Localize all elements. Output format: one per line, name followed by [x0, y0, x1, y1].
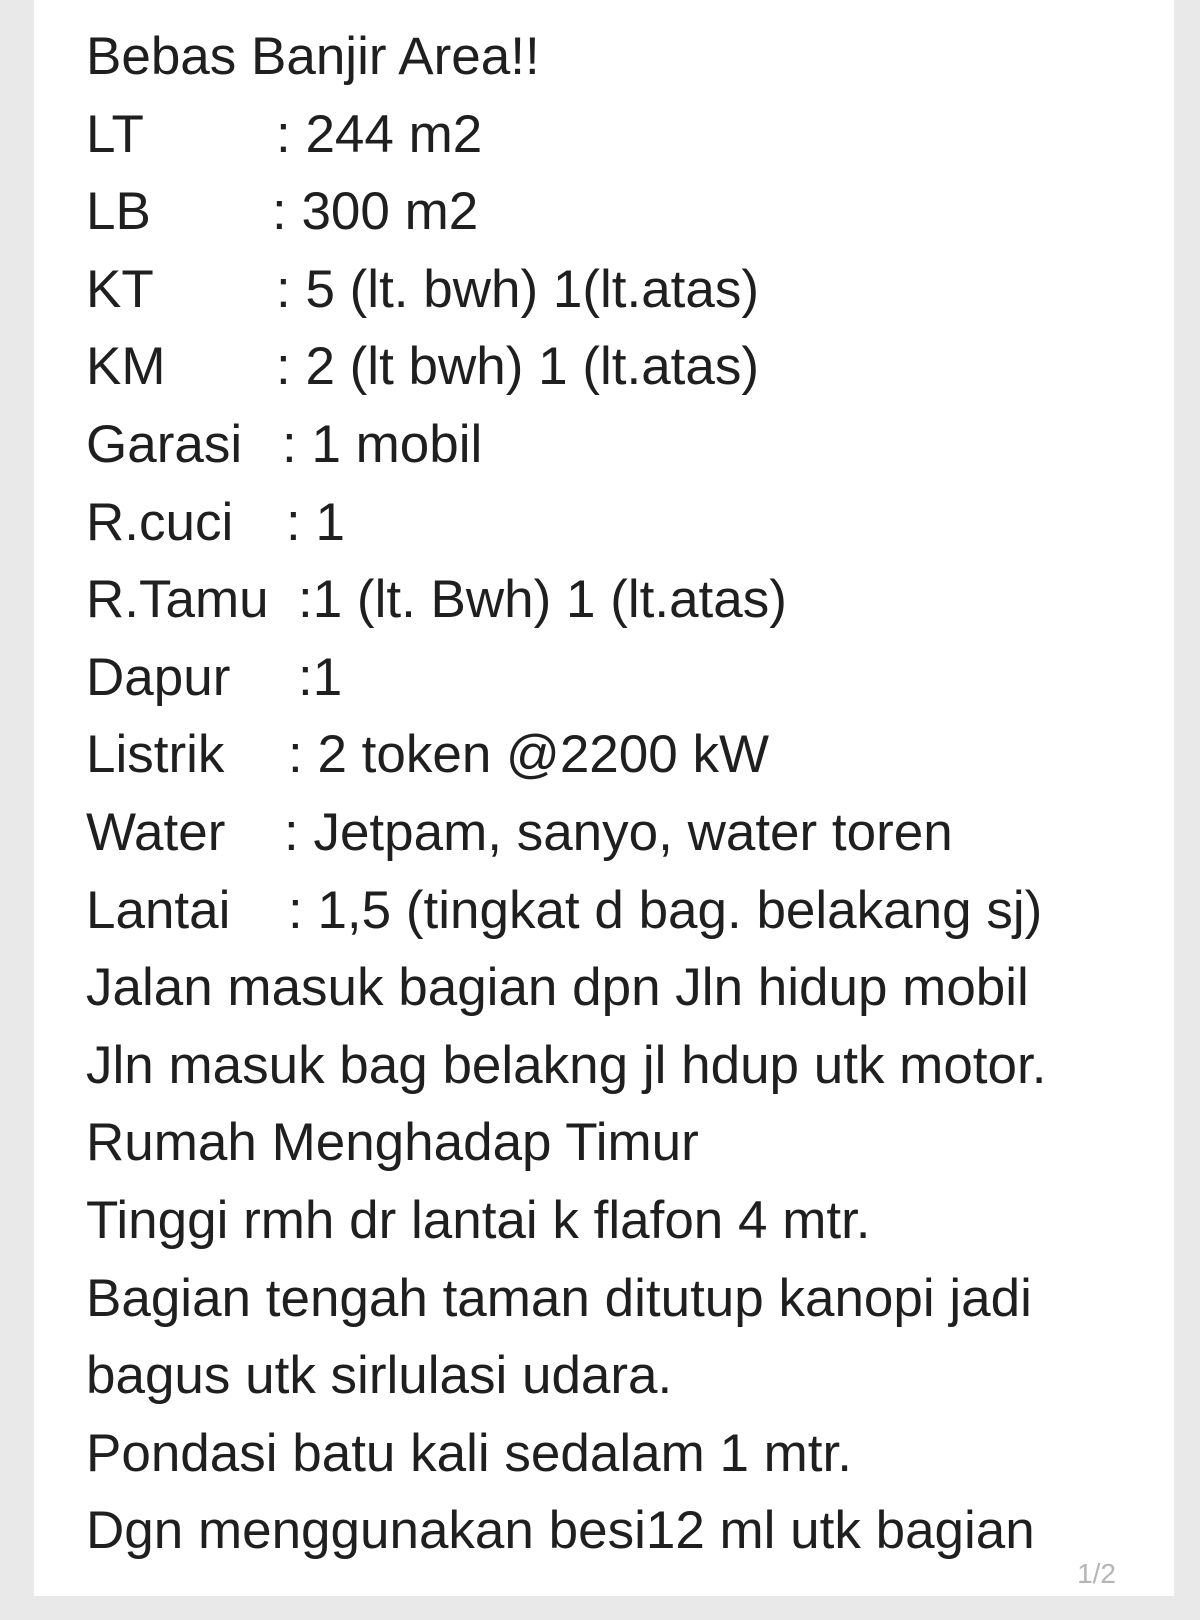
spec-value: : 244 m2	[276, 104, 483, 164]
spec-label: KM	[86, 337, 166, 397]
spec-label: Listrik	[86, 725, 225, 785]
spec-value: : Jetpam, sanyo, water toren	[284, 802, 953, 862]
note-line: Jln masuk bag belakng jl hdup utk motor.	[86, 1035, 1047, 1095]
spec-value: :1 (lt. Bwh) 1 (lt.atas)	[298, 570, 787, 630]
page-indicator: 1/2	[1077, 1558, 1116, 1589]
spec-value: : 1	[286, 492, 345, 552]
note-line: Rumah Menghadap Timur	[86, 1113, 699, 1173]
spec-value: : 300 m2	[272, 182, 479, 242]
note-line: Bagian tengah taman ditutup kanopi jadi	[86, 1268, 1032, 1328]
spec-row-kt	[86, 251, 1166, 329]
spec-row-listrik	[86, 716, 1166, 794]
spec-label: Garasi	[86, 414, 243, 474]
spec-row-rcuci	[86, 484, 1166, 562]
spec-row-lb	[86, 173, 1166, 251]
spec-row-rtamu	[86, 561, 1166, 639]
note-line: Tinggi rmh dr lantai k flafon 4 mtr.	[86, 1190, 871, 1250]
message-card	[34, 0, 1174, 1596]
spec-label: R.cuci	[86, 492, 234, 552]
note-line: Dgn menggunakan besi12 ml utk bagian	[86, 1501, 1035, 1561]
note-line: Jalan masuk bagian dpn Jln hidup mobil	[86, 958, 1029, 1018]
spec-value: : 2 (lt bwh) 1 (lt.atas)	[276, 337, 760, 397]
spec-value: : 5 (lt. bwh) 1(lt.atas)	[276, 259, 760, 319]
spec-row-lantai	[86, 872, 1166, 950]
spec-label: Dapur	[86, 647, 231, 707]
spec-label: LB	[86, 182, 151, 242]
spec-value: :1	[298, 647, 343, 707]
spec-row-dapur	[86, 639, 1166, 717]
spec-row-lt	[86, 96, 1166, 174]
note-line: Pondasi batu kali sedalam 1 mtr.	[86, 1423, 852, 1483]
spec-value: : 2 token @2200 kW	[288, 725, 769, 785]
message-heading: Bebas Banjir Area!!	[86, 27, 540, 86]
spec-label: KT	[86, 259, 154, 319]
note-line: bagus utk sirlulasi udara.	[86, 1346, 673, 1406]
spec-label: Water	[86, 802, 226, 862]
spec-label: Lantai	[86, 880, 231, 940]
spec-value: : 1,5 (tingkat d bag. belakang sj)	[288, 880, 1043, 940]
spec-row-km	[86, 328, 1166, 406]
spec-label: R.Tamu	[86, 570, 269, 630]
spec-label: LT	[86, 104, 144, 164]
spec-value: : 1 mobil	[282, 414, 483, 474]
message-body	[86, 18, 1166, 1570]
spec-row-water	[86, 794, 1166, 872]
spec-row-garasi	[86, 406, 1166, 484]
